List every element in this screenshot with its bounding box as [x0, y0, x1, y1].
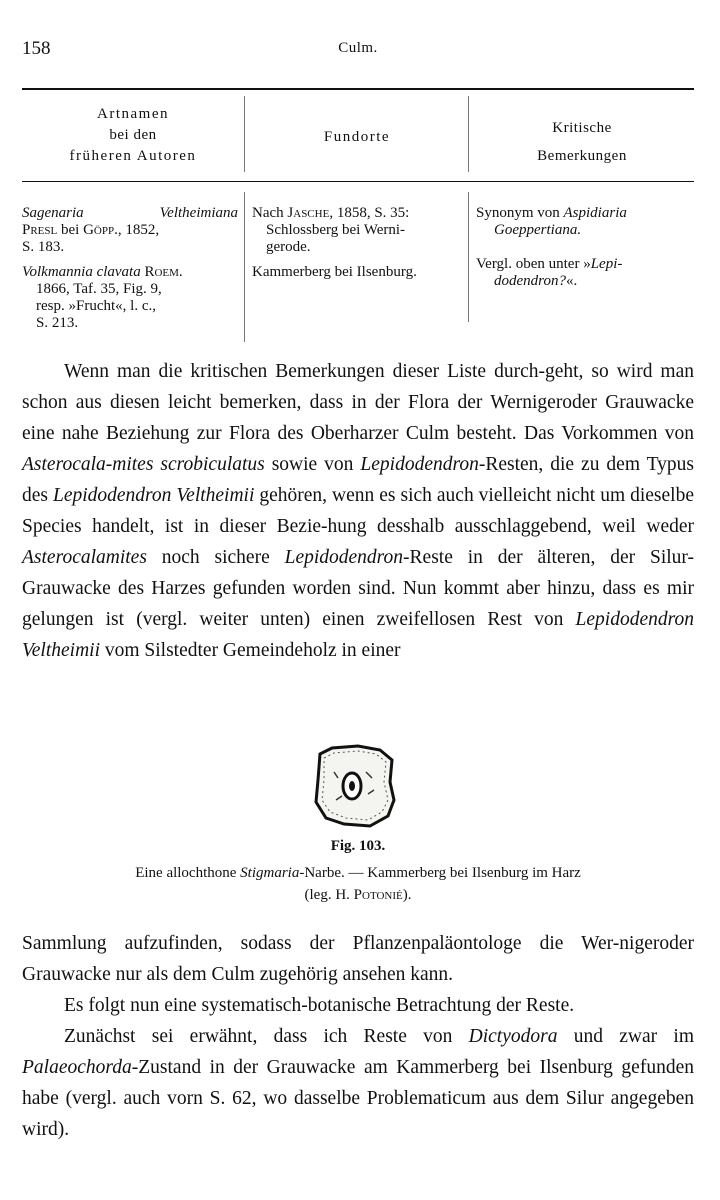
- taxon-name: Lepidodendron: [360, 454, 479, 475]
- table-cell-remark: [476, 256, 694, 290]
- author-name: Göpp.: [83, 222, 118, 238]
- column-divider: [244, 192, 245, 342]
- table-header-localities: Fundorte: [323, 129, 391, 145]
- page-header: [22, 38, 694, 64]
- species-epithet: Veltheimiana: [159, 205, 238, 221]
- locality-text: Schlossberg bei Werni-: [266, 222, 406, 238]
- page-number: 158: [22, 38, 51, 59]
- taxon-name: Stigmaria: [240, 865, 300, 881]
- body-text: vom Silstedter Gemeindeholz in einer: [99, 640, 401, 661]
- body-paragraph-2: [22, 928, 694, 1145]
- body-text: Sammlung aufzufinden, sodass der Pflanzenpaläontologe die Wer-nigeroder Grauwacke nur als dem Culm zugehörig ansehen kann.: [22, 933, 694, 985]
- caption-text: -Narbe. — Kammerberg bei Ilsenburg im Harz: [299, 865, 581, 881]
- column-divider: [468, 192, 469, 322]
- author-name: Jasche: [287, 205, 330, 221]
- taxon-name: Dictyodora: [468, 1026, 558, 1047]
- body-text: Es folgt nun eine systematisch-botanische Betrachtung der Reste.: [64, 995, 575, 1016]
- species-name: dodendron?: [494, 273, 566, 289]
- table-header-rule: [22, 181, 694, 182]
- taxon-name: Asterocala-mites scrobiculatus: [22, 454, 265, 475]
- remark-text: Synonym von: [476, 205, 564, 221]
- column-divider: [244, 96, 245, 172]
- reference-text: 1866, Taf. 35, Fig. 9,: [36, 281, 162, 297]
- running-title: Culm.: [338, 40, 378, 56]
- body-text: gehören, wenn es sich auch vielleicht nicht um dieselbe Species handelt, ist in dieser Bezie-hung desshalb ausschlaggebend, weil weder: [22, 485, 694, 537]
- taxon-name: Lepidodendron Veltheimii: [22, 609, 694, 661]
- table-cell-locality: [252, 205, 464, 256]
- header-line: früheren Autoren: [69, 148, 197, 164]
- table-column-remarks: [476, 205, 694, 298]
- body-text: Wenn man die kritischen Bemerkungen dieser Liste durch-geht, so wird man schon aus diesen leicht bemerken, dass in der Flora der Wernigeroder Grauwacke eine nahe Beziehung zur Flora des Oberharzer Culm besteht. Das Vorkommen von: [22, 361, 694, 444]
- locality-text: Kammerberg bei Ilsenburg.: [252, 264, 417, 280]
- reference-text: , 1852,: [117, 222, 160, 238]
- table-header-species: [22, 104, 244, 167]
- column-divider: [468, 96, 469, 172]
- body-text: -Reste in der älteren, der Silur-Grauwacke des Harzes gefunden worden sind. Nun kommt aber hinzu, dass es mir gelungen ist (vergl. weiter unten) einen zweifellosen Rest von: [22, 547, 695, 630]
- body-text: noch sichere: [146, 547, 285, 568]
- fossil-specimen-figure: [310, 742, 398, 830]
- locality-text: gerode.: [266, 239, 311, 255]
- author-name: Presl: [22, 222, 58, 238]
- body-text: und zwar im: [557, 1026, 694, 1047]
- table-column-localities: [252, 205, 464, 289]
- author-name: Potonié: [353, 887, 403, 903]
- header-line: Bemerkungen: [537, 148, 627, 164]
- table-header-remarks: [470, 114, 694, 170]
- reference-text: bei: [57, 222, 84, 238]
- author-name: Roem.: [144, 264, 183, 280]
- reference-text: S. 183.: [22, 239, 65, 255]
- body-paragraph-1: [22, 356, 694, 666]
- caption-text: ).: [402, 887, 412, 903]
- caption-text: (leg. H.: [304, 887, 354, 903]
- body-text: -Zustand in der Grauwacke am Kammerberg bei Ilsenburg gefunden habe (vergl. auch vorn S. 62, wo dasselbe Problematicum aus dem Silur angegeben wird).: [22, 1057, 694, 1140]
- body-text: sowie von: [264, 454, 361, 475]
- table-top-rule: [22, 88, 694, 90]
- caption-text: Eine allochthone: [135, 865, 241, 881]
- figure-label: Fig. 103.: [330, 838, 386, 854]
- species-name: Volkmannia clavata: [22, 264, 141, 280]
- body-text: -Resten, die zu dem Typus des: [22, 454, 695, 506]
- table-column-species: [22, 205, 238, 340]
- table-cell-locality: [252, 264, 464, 281]
- scar-center: [349, 781, 355, 791]
- species-name: Aspidiaria: [563, 205, 627, 221]
- locality-text: , 1858, S. 35:: [329, 205, 410, 221]
- table-cell-remark: [476, 205, 694, 239]
- taxon-name: Palaeochorda: [22, 1057, 132, 1078]
- locality-text: Nach: [252, 205, 288, 221]
- taxon-name: Lepidodendron Veltheimii: [52, 485, 255, 506]
- taxon-name: Asterocalamites: [22, 547, 147, 568]
- table-cell-species: [22, 205, 238, 256]
- header-line: bei den: [109, 127, 157, 143]
- header-line: Kritische: [552, 120, 612, 136]
- species-name: Lepi-: [590, 256, 623, 272]
- species-name: Sagenaria: [22, 205, 84, 221]
- remark-text: Vergl. oben unter »: [476, 256, 591, 272]
- reference-text: resp. »Frucht«, l. c.,: [36, 298, 156, 314]
- header-line: Artnamen: [97, 106, 169, 122]
- taxon-name: Lepidodendron: [284, 547, 404, 568]
- body-text: Zunächst sei erwähnt, dass ich Reste von: [64, 1026, 469, 1047]
- reference-text: S. 213.: [36, 315, 79, 331]
- remark-text: «.: [565, 273, 578, 289]
- species-name: Goeppertiana.: [494, 222, 582, 238]
- table-cell-species: [22, 264, 238, 332]
- figure-caption: [22, 862, 694, 906]
